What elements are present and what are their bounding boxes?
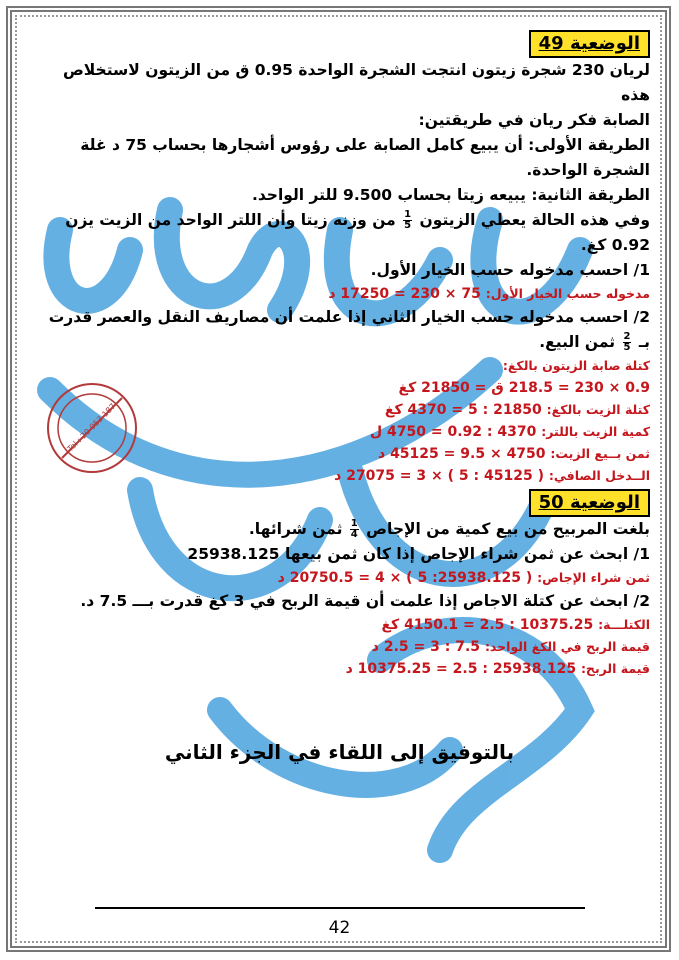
s49-method2: الطريقة الثانية: يبيعه زيتا بحساب 9.500 للتر الواحد. xyxy=(251,186,650,204)
s49-question-2: 2/ احسب مدخوله حسب الخيار الثاني إذا علمت أن مصاريف النقل والعصر قدرت xyxy=(48,308,650,326)
answer-row: قيمة الربح في الكغ الواحد: 7.5 : 3 = 2.5 د xyxy=(371,639,650,655)
s49-case-start: وفي هذه الحالة يعطي الزيتون xyxy=(419,211,650,229)
s49-case xyxy=(32,208,650,258)
s49-answer-1 xyxy=(32,283,650,305)
answer-row: 0.9 × 230 = 218.5 ق = 21850 كغ xyxy=(398,380,650,396)
s50-question-1: 1/ ابحث عن ثمن شراء الإجاص إذا كان ثمن بيعها 25938.125 xyxy=(187,545,650,563)
page-content xyxy=(32,30,650,680)
answer-row: ثمن بــيع الزيت: 4750 × 9.5 = 45125 د xyxy=(378,446,650,462)
answer-row: كمية الزيت باللتر: 4370 : 0.92 = 4750 ل xyxy=(369,424,650,440)
s50-answers xyxy=(32,614,650,680)
fraction-one-fifth: $\frac{1}{5}$ xyxy=(404,209,412,231)
s50-answer-1: ثمن شراء الإجاص: ( 25938.125: 5 ) × 4 = 20750.5 د xyxy=(277,570,650,586)
answer-label: مدخوله حسب الخيار الأول: xyxy=(485,286,650,301)
s49-case-end: من وزنه زيتا وأن اللتر الواحد من الزيت يزن 0.92 كغ. xyxy=(65,211,650,254)
answer-row: قيمة الربح: 25938.125 : 2.5 = 10375.25 د xyxy=(345,661,650,677)
footer-divider xyxy=(95,907,585,909)
answer-row: الكتلـــة: 10375.25 : 2.5 = 4150.1 كغ xyxy=(381,617,650,633)
s50-intro: بلغت المربيح من بيع كمية من الإجاص $\frac{1}{4}$ ثمن شرائها. xyxy=(248,518,650,540)
situation-49-heading: الوضعية 49 xyxy=(529,30,650,58)
s49-line2: الصابة فكر ريان في طريقتين: xyxy=(418,111,650,129)
answer-row: كتلة الزيت بالكغ: 21850 : 5 = 4370 كغ xyxy=(384,402,650,418)
s49-method1-cont: الشجرة الواحدة. xyxy=(526,161,650,179)
closing-message: بالتوفيق إلى اللقاء في الجزء الثاني xyxy=(164,740,515,764)
stamp-seal xyxy=(44,380,140,476)
s49-question-1: 1/ احسب مدخوله حسب الخيار الأول. xyxy=(370,261,650,279)
s49-method1: الطريقة الأولى: أن يبيع كامل الصابة على رؤوس أشجارها بحساب 75 د غلة xyxy=(80,136,650,154)
answer-row: الــدخل الصافي: ( 45125 : 5 ) × 3 = 27075 د xyxy=(334,468,650,484)
s50-question-2: 2/ ابحث عن كتلة الاجاص إذا علمت أن قيمة الربح في 3 كغ قدرت بـــ 7.5 د. xyxy=(80,592,650,610)
s49-line1: لريان 230 شجرة زيتون انتجت الشجرة الواحدة 0.95 ق من الزيتون لاستخلاص هذه xyxy=(62,61,650,104)
situation-50-heading: الوضعية 50 xyxy=(529,489,650,517)
svg-text:Tel : 20 953 187: Tel : 20 953 187 xyxy=(65,401,118,454)
s49-question-2-cont: بـ $\frac{2}{5}$ ثمن البيع. xyxy=(539,331,650,353)
fraction-two-fifths: $\frac{2}{5}$ xyxy=(623,331,631,353)
answer-value: 75 × 230 = 17250 د xyxy=(328,286,481,302)
page-number: 42 xyxy=(328,918,351,938)
fraction-one-quarter: $\frac{1}{4}$ xyxy=(350,518,358,540)
answer-row: كتلة صابة الزيتون بالكغ: xyxy=(502,358,650,373)
